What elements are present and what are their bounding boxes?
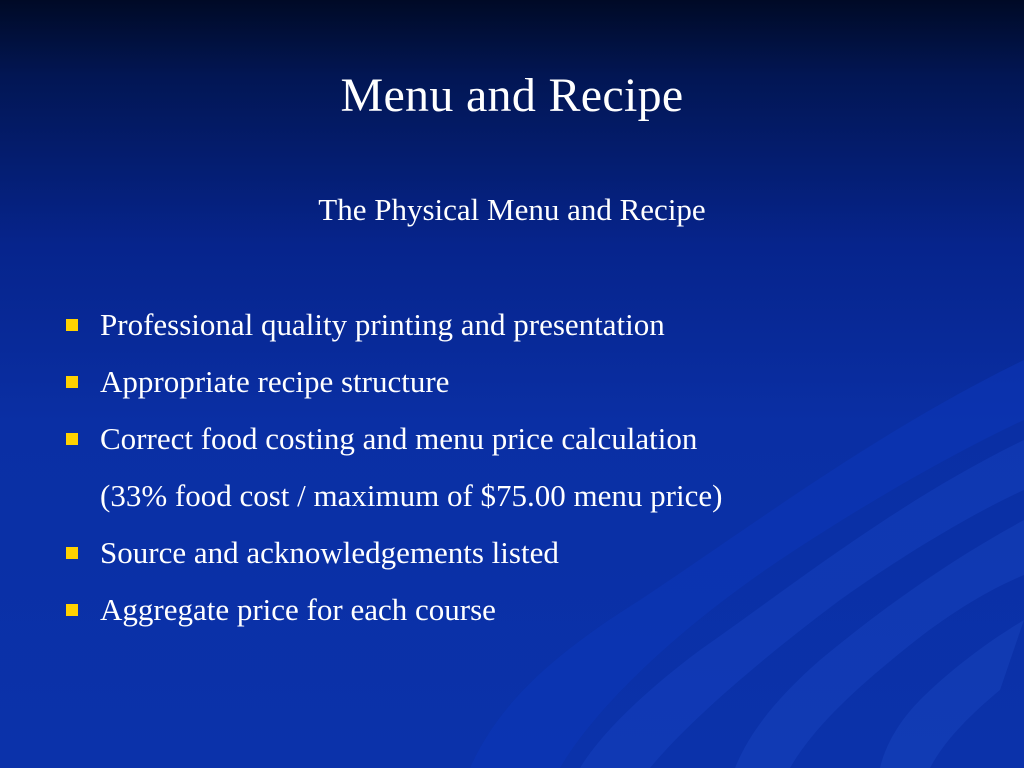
square-bullet-icon <box>66 547 78 559</box>
bullet-item <box>62 531 722 588</box>
slide-title: Menu and Recipe <box>340 69 684 122</box>
bullet-text: Correct food costing and menu price calculation <box>100 421 698 456</box>
bullet-continuation <box>62 474 722 531</box>
bullet-item <box>62 417 722 474</box>
slide-subtitle: The Physical Menu and Recipe <box>318 192 706 227</box>
square-bullet-icon <box>66 433 78 445</box>
bullet-text: (33% food cost / maximum of $75.00 menu price) <box>100 478 723 513</box>
bullet-item <box>62 360 722 417</box>
bullet-item <box>62 588 722 645</box>
square-bullet-icon <box>66 319 78 331</box>
bullet-text: Source and acknowledgements listed <box>100 535 559 570</box>
bullet-text: Appropriate recipe structure <box>100 364 450 399</box>
square-bullet-icon <box>66 604 78 616</box>
bullet-item <box>62 303 722 360</box>
bullet-text: Professional quality printing and presentation <box>100 307 665 342</box>
square-bullet-icon <box>66 376 78 388</box>
bullet-list <box>62 303 722 645</box>
bullet-text: Aggregate price for each course <box>100 592 496 627</box>
